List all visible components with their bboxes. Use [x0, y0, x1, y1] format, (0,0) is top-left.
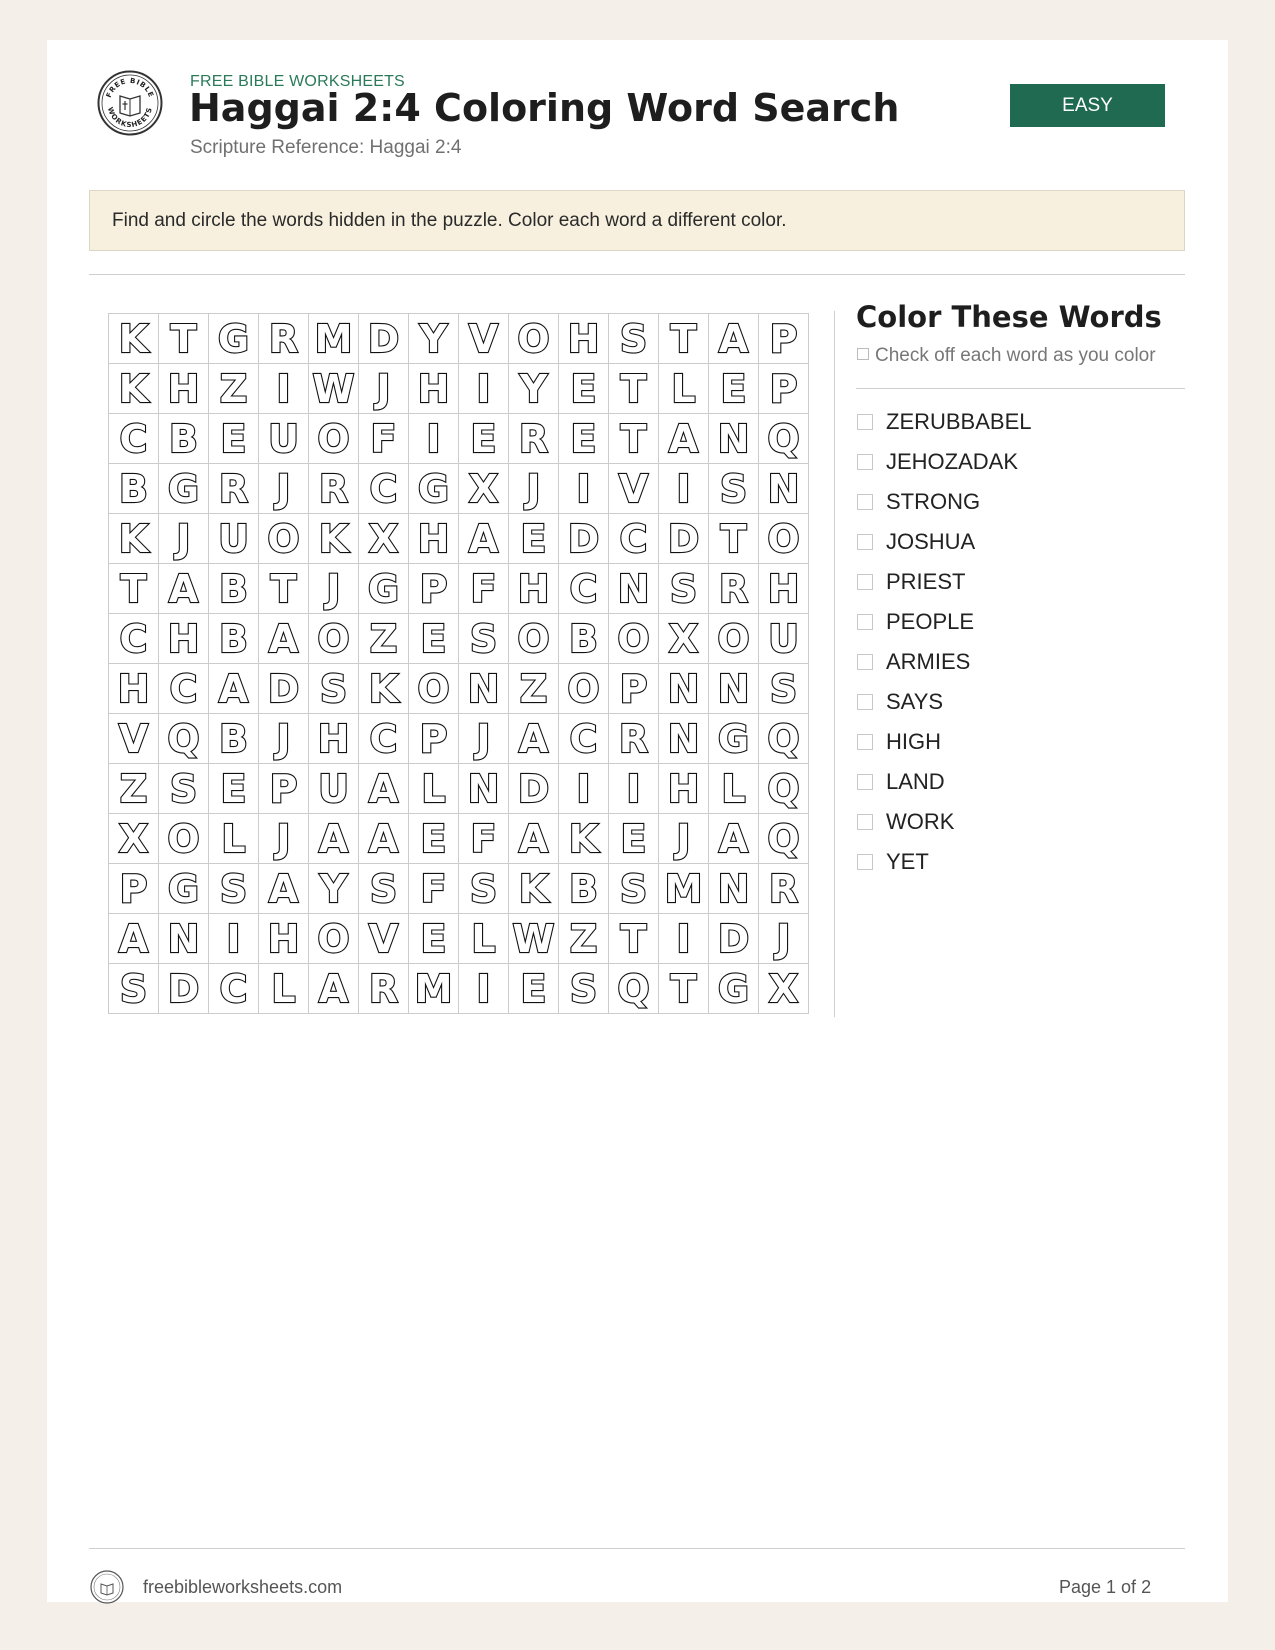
grid-cell: E	[459, 414, 509, 464]
grid-cell: Q	[759, 414, 809, 464]
grid-cell: N	[459, 764, 509, 814]
grid-cell: N	[609, 564, 659, 614]
word-label: WORK	[886, 809, 955, 834]
grid-cell: T	[609, 364, 659, 414]
grid-cell: O	[559, 664, 609, 714]
grid-cell: E	[509, 514, 559, 564]
svg-text:FREE BIBLE: FREE BIBLE	[104, 76, 156, 99]
word-label: JOSHUA	[886, 529, 976, 554]
grid-cell: A	[159, 564, 209, 614]
grid-cell: S	[309, 664, 359, 714]
word-label: YET	[886, 849, 929, 874]
grid-cell: R	[359, 964, 409, 1014]
grid-cell: O	[509, 614, 559, 664]
grid-cell: G	[709, 964, 759, 1014]
word-list-subtitle	[857, 345, 1156, 367]
grid-cell: S	[459, 614, 509, 664]
grid-cell: A	[259, 614, 309, 664]
grid-cell: B	[209, 714, 259, 764]
grid-cell: O	[409, 664, 459, 714]
word-label: ARMIES	[886, 649, 971, 674]
word-checkbox[interactable]	[857, 614, 873, 630]
grid-cell: W	[509, 914, 559, 964]
grid-cell: C	[359, 714, 409, 764]
grid-cell: I	[209, 914, 259, 964]
grid-cell: A	[509, 814, 559, 864]
scripture-reference: Scripture Reference: Haggai 2:4	[190, 137, 462, 158]
grid-cell: S	[459, 864, 509, 914]
grid-cell: E	[209, 764, 259, 814]
grid-cell: T	[659, 964, 709, 1014]
word-item	[857, 802, 1032, 842]
grid-cell: A	[259, 864, 309, 914]
grid-cell: K	[309, 514, 359, 564]
word-label: SAYS	[886, 689, 944, 714]
grid-cell: H	[159, 614, 209, 664]
grid-cell: Q	[759, 814, 809, 864]
grid-cell: A	[109, 914, 159, 964]
grid-cell: C	[109, 414, 159, 464]
grid-cell: L	[259, 964, 309, 1014]
grid-cell: J	[309, 564, 359, 614]
word-checkbox[interactable]	[857, 534, 873, 550]
svg-text:WORKSHEETS: WORKSHEETS	[105, 106, 154, 130]
grid-cell: B	[109, 464, 159, 514]
grid-cell: V	[459, 314, 509, 364]
grid-cell: F	[409, 864, 459, 914]
grid-cell: D	[509, 764, 559, 814]
grid-cell: M	[659, 864, 709, 914]
grid-cell: R	[259, 314, 309, 364]
grid-cell: U	[209, 514, 259, 564]
grid-cell: F	[459, 564, 509, 614]
grid-cell: P	[259, 764, 309, 814]
grid-cell: I	[409, 414, 459, 464]
grid-cell: X	[659, 614, 709, 664]
divider	[89, 1548, 1185, 1549]
worksheet-page	[47, 40, 1228, 1602]
grid-cell: I	[609, 764, 659, 814]
grid-cell: N	[709, 414, 759, 464]
grid-cell: J	[509, 464, 559, 514]
grid-cell: Q	[159, 714, 209, 764]
grid-cell: E	[559, 364, 609, 414]
word-list	[857, 402, 1032, 882]
grid-cell: T	[709, 514, 759, 564]
grid-cell: R	[509, 414, 559, 464]
grid-cell: Z	[209, 364, 259, 414]
grid-cell: J	[259, 464, 309, 514]
word-list-title: Color These Words	[856, 300, 1162, 334]
grid-cell: T	[609, 914, 659, 964]
vertical-divider	[834, 311, 835, 1017]
word-list-subtitle-text: Check off each word as you color	[875, 345, 1156, 366]
grid-cell: S	[159, 764, 209, 814]
grid-cell: G	[159, 464, 209, 514]
grid-cell: K	[359, 664, 409, 714]
grid-cell: T	[109, 564, 159, 614]
grid-cell: J	[759, 914, 809, 964]
word-checkbox[interactable]	[857, 574, 873, 590]
grid-cell: B	[209, 564, 259, 614]
grid-cell: Q	[759, 714, 809, 764]
grid-cell: H	[309, 714, 359, 764]
grid-cell: T	[659, 314, 709, 364]
grid-cell: O	[309, 614, 359, 664]
grid-cell: I	[459, 964, 509, 1014]
grid-cell: N	[709, 664, 759, 714]
grid-cell: L	[709, 764, 759, 814]
logo-seal	[97, 70, 163, 136]
grid-cell: O	[159, 814, 209, 864]
grid-cell: A	[309, 814, 359, 864]
instructions-box: Find and circle the words hidden in the puzzle. Color each word a different color.	[89, 190, 1185, 251]
word-item	[857, 842, 1032, 882]
grid-cell: T	[259, 564, 309, 614]
page-title: Haggai 2:4 Coloring Word Search	[189, 86, 900, 130]
grid-cell: H	[409, 364, 459, 414]
grid-cell: J	[259, 714, 309, 764]
grid-cell: R	[609, 714, 659, 764]
word-item	[857, 562, 1032, 602]
grid-cell: X	[359, 514, 409, 564]
grid-cell: N	[159, 914, 209, 964]
word-label: PRIEST	[886, 569, 966, 594]
grid-cell: J	[459, 714, 509, 764]
grid-cell: P	[409, 714, 459, 764]
grid-cell: V	[359, 914, 409, 964]
grid-cell: Z	[559, 914, 609, 964]
grid-cell: E	[559, 414, 609, 464]
grid-cell: S	[609, 314, 659, 364]
grid-cell: X	[109, 814, 159, 864]
word-search-grid	[108, 313, 809, 1014]
word-item	[857, 602, 1032, 642]
grid-cell: A	[459, 514, 509, 564]
grid-cell: B	[559, 864, 609, 914]
grid-cell: S	[709, 464, 759, 514]
grid-cell: J	[159, 514, 209, 564]
brand-name: FREE BIBLE WORKSHEETS	[190, 73, 405, 90]
grid-cell: A	[309, 964, 359, 1014]
word-checkbox[interactable]	[857, 454, 873, 470]
grid-cell: K	[109, 314, 159, 364]
grid-cell: E	[409, 614, 459, 664]
grid-cell: R	[209, 464, 259, 514]
grid-cell: K	[109, 364, 159, 414]
grid-cell: M	[309, 314, 359, 364]
grid-cell: Y	[409, 314, 459, 364]
divider	[856, 388, 1185, 389]
grid-cell: K	[109, 514, 159, 564]
word-checkbox[interactable]	[857, 414, 873, 430]
word-label: ZERUBBABEL	[886, 409, 1032, 434]
word-checkbox[interactable]	[857, 854, 873, 870]
grid-cell: T	[159, 314, 209, 364]
grid-cell: S	[559, 964, 609, 1014]
grid-cell: Y	[509, 364, 559, 414]
word-checkbox[interactable]	[857, 694, 873, 710]
grid-cell: K	[559, 814, 609, 864]
word-label: JEHOZADAK	[886, 449, 1019, 474]
grid-cell: J	[659, 814, 709, 864]
grid-cell: R	[709, 564, 759, 614]
grid-cell: M	[409, 964, 459, 1014]
footer-site-url: freebibleworksheets.com	[143, 1577, 343, 1597]
grid-cell: B	[209, 614, 259, 664]
grid-cell: R	[759, 864, 809, 914]
word-checkbox[interactable]	[857, 654, 873, 670]
grid-cell: S	[109, 964, 159, 1014]
word-item	[857, 682, 1032, 722]
grid-cell: E	[409, 814, 459, 864]
difficulty-badge: EASY	[1010, 84, 1165, 127]
grid-cell: P	[409, 564, 459, 614]
grid-cell: D	[659, 514, 709, 564]
grid-cell: E	[409, 914, 459, 964]
word-checkbox[interactable]	[857, 494, 873, 510]
grid-cell: L	[659, 364, 709, 414]
grid-cell: V	[109, 714, 159, 764]
word-item	[857, 402, 1032, 442]
grid-cell: O	[259, 514, 309, 564]
grid-cell: A	[709, 314, 759, 364]
grid-cell: O	[509, 314, 559, 364]
grid-cell: C	[559, 564, 609, 614]
grid-cell: G	[209, 314, 259, 364]
word-checkbox[interactable]	[857, 814, 873, 830]
word-label: HIGH	[886, 729, 941, 754]
grid-cell: S	[209, 864, 259, 914]
grid-cell: Z	[359, 614, 409, 664]
grid-cell: N	[659, 664, 709, 714]
word-item	[857, 442, 1032, 482]
grid-cell: L	[209, 814, 259, 864]
grid-cell: H	[159, 364, 209, 414]
grid-cell: E	[509, 964, 559, 1014]
grid-cell: U	[309, 764, 359, 814]
grid-cell: C	[209, 964, 259, 1014]
grid-cell: O	[609, 614, 659, 664]
grid-cell: I	[559, 464, 609, 514]
grid-cell: S	[659, 564, 709, 614]
grid-cell: C	[559, 714, 609, 764]
grid-cell: E	[609, 814, 659, 864]
word-label: PEOPLE	[886, 609, 975, 634]
grid-cell: D	[159, 964, 209, 1014]
grid-cell: S	[609, 864, 659, 914]
grid-cell: H	[109, 664, 159, 714]
grid-cell: H	[559, 314, 609, 364]
grid-cell: P	[109, 864, 159, 914]
footer-logo-seal	[90, 1570, 124, 1604]
grid-cell: N	[659, 714, 709, 764]
grid-cell: A	[359, 814, 409, 864]
grid-cell: F	[359, 414, 409, 464]
grid-cell: K	[509, 864, 559, 914]
grid-cell: Z	[509, 664, 559, 714]
grid-cell: T	[609, 414, 659, 464]
grid-cell: X	[759, 964, 809, 1014]
grid-cell: O	[759, 514, 809, 564]
grid-cell: Y	[309, 864, 359, 914]
word-label: LAND	[886, 769, 945, 794]
divider	[89, 274, 1185, 275]
grid-cell: S	[359, 864, 409, 914]
grid-cell: A	[659, 414, 709, 464]
word-item	[857, 722, 1032, 762]
grid-cell: D	[559, 514, 609, 564]
grid-cell: F	[459, 814, 509, 864]
word-label: STRONG	[886, 489, 981, 514]
grid-cell: W	[309, 364, 359, 414]
word-checkbox[interactable]	[857, 774, 873, 790]
grid-cell: I	[259, 364, 309, 414]
grid-cell: H	[509, 564, 559, 614]
grid-cell: E	[709, 364, 759, 414]
grid-cell: C	[359, 464, 409, 514]
checkbox-icon	[857, 348, 869, 360]
grid-cell: G	[409, 464, 459, 514]
grid-cell: Q	[609, 964, 659, 1014]
grid-cell: L	[459, 914, 509, 964]
grid-cell: X	[459, 464, 509, 514]
grid-cell: H	[759, 564, 809, 614]
grid-cell: J	[359, 364, 409, 414]
grid-cell: A	[209, 664, 259, 714]
grid-cell: U	[259, 414, 309, 464]
word-item	[857, 522, 1032, 562]
grid-cell: G	[709, 714, 759, 764]
grid-cell: Q	[759, 764, 809, 814]
grid-cell: C	[609, 514, 659, 564]
grid-cell: P	[759, 314, 809, 364]
word-item	[857, 642, 1032, 682]
grid-cell: I	[659, 914, 709, 964]
word-item	[857, 482, 1032, 522]
grid-cell: I	[459, 364, 509, 414]
page-number: Page 1 of 2	[1059, 1577, 1152, 1597]
grid-cell: P	[759, 364, 809, 414]
grid-cell: I	[659, 464, 709, 514]
grid-cell: J	[259, 814, 309, 864]
grid-cell: C	[109, 614, 159, 664]
grid-cell: H	[259, 914, 309, 964]
grid-cell: S	[759, 664, 809, 714]
grid-cell: R	[309, 464, 359, 514]
grid-cell: B	[159, 414, 209, 464]
grid-cell: O	[309, 414, 359, 464]
word-item	[857, 762, 1032, 802]
grid-cell: A	[709, 814, 759, 864]
grid-cell: B	[559, 614, 609, 664]
grid-cell: E	[209, 414, 259, 464]
grid-cell: G	[359, 564, 409, 614]
grid-cell: D	[259, 664, 309, 714]
word-checkbox[interactable]	[857, 734, 873, 750]
grid-cell: A	[359, 764, 409, 814]
grid-cell: U	[759, 614, 809, 664]
grid-cell: G	[159, 864, 209, 914]
grid-cell: C	[159, 664, 209, 714]
grid-cell: Z	[109, 764, 159, 814]
grid-cell: P	[609, 664, 659, 714]
grid-cell: H	[409, 514, 459, 564]
grid-cell: N	[709, 864, 759, 914]
grid-cell: A	[509, 714, 559, 764]
grid-cell: V	[609, 464, 659, 514]
grid-cell: H	[659, 764, 709, 814]
grid-cell: O	[709, 614, 759, 664]
grid-cell: O	[309, 914, 359, 964]
grid-cell: D	[709, 914, 759, 964]
grid-cell: I	[559, 764, 609, 814]
grid-cell: N	[459, 664, 509, 714]
grid-cell: L	[409, 764, 459, 814]
grid-cell: D	[359, 314, 409, 364]
grid-cell: N	[759, 464, 809, 514]
